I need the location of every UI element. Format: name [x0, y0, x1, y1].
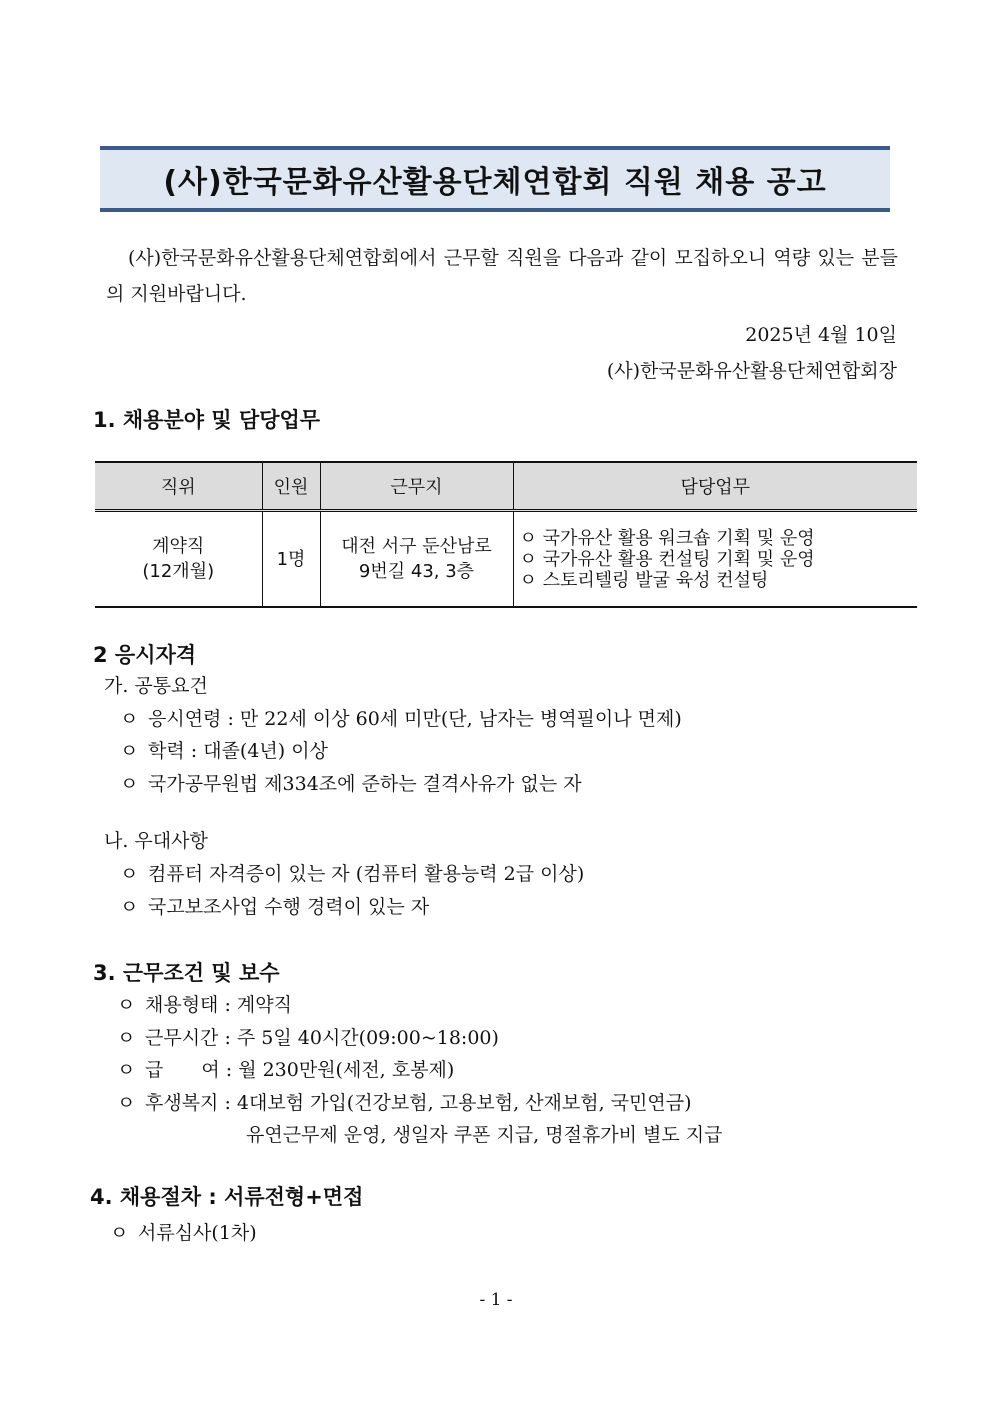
- location-line-1: 대전 서구 둔산남로: [341, 536, 492, 557]
- item-text: 서류심사(1차): [138, 1222, 257, 1244]
- item-text: 채용형태 : 계약직: [145, 994, 292, 1016]
- jobs-table: [95, 461, 917, 608]
- duty-item: ㅇ 국가유산 활용 컨설팅 기획 및 운영: [519, 548, 815, 570]
- header-location: 근무지: [320, 462, 513, 511]
- item-text: 응시연령 : 만 22세 이상 60세 미만(단, 남자는 병역필이나 면제): [148, 708, 682, 730]
- duty-item: ㅇ 스토리텔링 발굴 육성 컨설팅: [519, 569, 769, 591]
- subsection-common-requirements: 가. 공통요건: [104, 675, 208, 697]
- bullet: ㅇ: [110, 1222, 129, 1244]
- intro-paragraph: (사)한국문화유산활용단체연합회에서 근무할 직원을 다음과 같이 모집하오니 역량 있는 분들의 지원바랍니다.: [106, 247, 898, 305]
- section3-heading: 3. 근무조건 및 보수: [93, 961, 280, 985]
- list-item: [120, 769, 582, 796]
- list-item: [117, 1055, 454, 1082]
- table-row: [95, 511, 917, 608]
- location-line-2: 9번길 43, 3층: [358, 561, 475, 582]
- bullet: ㅇ: [120, 896, 139, 918]
- list-item: [120, 736, 328, 763]
- item-text: 컴퓨터 자격증이 있는 자 (컴퓨터 활용능력 2급 이상): [148, 863, 585, 885]
- header-duties: 담당업무: [513, 462, 917, 511]
- bullet: ㅇ: [117, 1027, 136, 1049]
- item-text: 국가공무원법 제334조에 준하는 결격사유가 없는 자: [148, 773, 582, 795]
- item-text: 근무시간 : 주 5일 40시간(09:00~18:00): [145, 1027, 499, 1049]
- item-text: 학력 : 대졸(4년) 이상: [148, 740, 328, 762]
- section4-heading: 4. 채용절차 : 서류전형+면접: [90, 1185, 364, 1209]
- bullet: ㅇ: [120, 773, 139, 795]
- issuer: (사)한국문화유산활용단체연합회장: [606, 360, 897, 382]
- bullet: ㅇ: [120, 863, 139, 885]
- item-text: 급 여 : 월 230만원(세전, 호봉제): [145, 1059, 455, 1081]
- cell-count: 1명: [262, 511, 320, 608]
- list-item: [120, 859, 584, 886]
- cell-position: [95, 511, 262, 608]
- bullet: ㅇ: [117, 994, 136, 1016]
- item-text: 후생복지 : 4대보험 가입(건강보험, 고용보험, 산재보험, 국민연금): [145, 1092, 692, 1114]
- section1-heading: 1. 채용분야 및 담당업무: [93, 408, 321, 432]
- item-text: 국고보조사업 수행 경력이 있는 자: [148, 896, 430, 918]
- list-item: [120, 892, 429, 919]
- header-position: 직위: [95, 462, 262, 511]
- position-term: (12개월): [142, 561, 215, 582]
- page-title: (사)한국문화유산활용단체연합회 직원 채용 공고: [163, 165, 827, 200]
- section2-heading: 2 응시자격: [93, 643, 197, 667]
- duty-item: ㅇ 국가유산 활용 워크숍 기획 및 운영: [519, 527, 815, 549]
- title-banner: [100, 146, 890, 212]
- bullet: ㅇ: [120, 708, 139, 730]
- welfare-continuation: 유연근무제 운영, 생일자 쿠폰 지급, 명절휴가비 별도 지급: [246, 1124, 723, 1146]
- header-count: 인원: [262, 462, 320, 511]
- list-item: [120, 704, 682, 731]
- cell-duties: [513, 511, 917, 608]
- bullet: ㅇ: [117, 1059, 136, 1081]
- subsection-preferences: 나. 우대사항: [104, 830, 208, 852]
- page-number: - 1 -: [479, 1290, 513, 1310]
- position-type: 계약직: [152, 536, 205, 557]
- bullet: ㅇ: [117, 1092, 136, 1114]
- list-item: [117, 1088, 692, 1115]
- list-item: [110, 1218, 257, 1245]
- bullet: ㅇ: [120, 740, 139, 762]
- list-item: [117, 990, 292, 1017]
- table-header-row: [95, 462, 917, 511]
- cell-location: [320, 511, 513, 608]
- announcement-date: 2025년 4월 10일: [745, 324, 897, 346]
- list-item: [117, 1023, 499, 1050]
